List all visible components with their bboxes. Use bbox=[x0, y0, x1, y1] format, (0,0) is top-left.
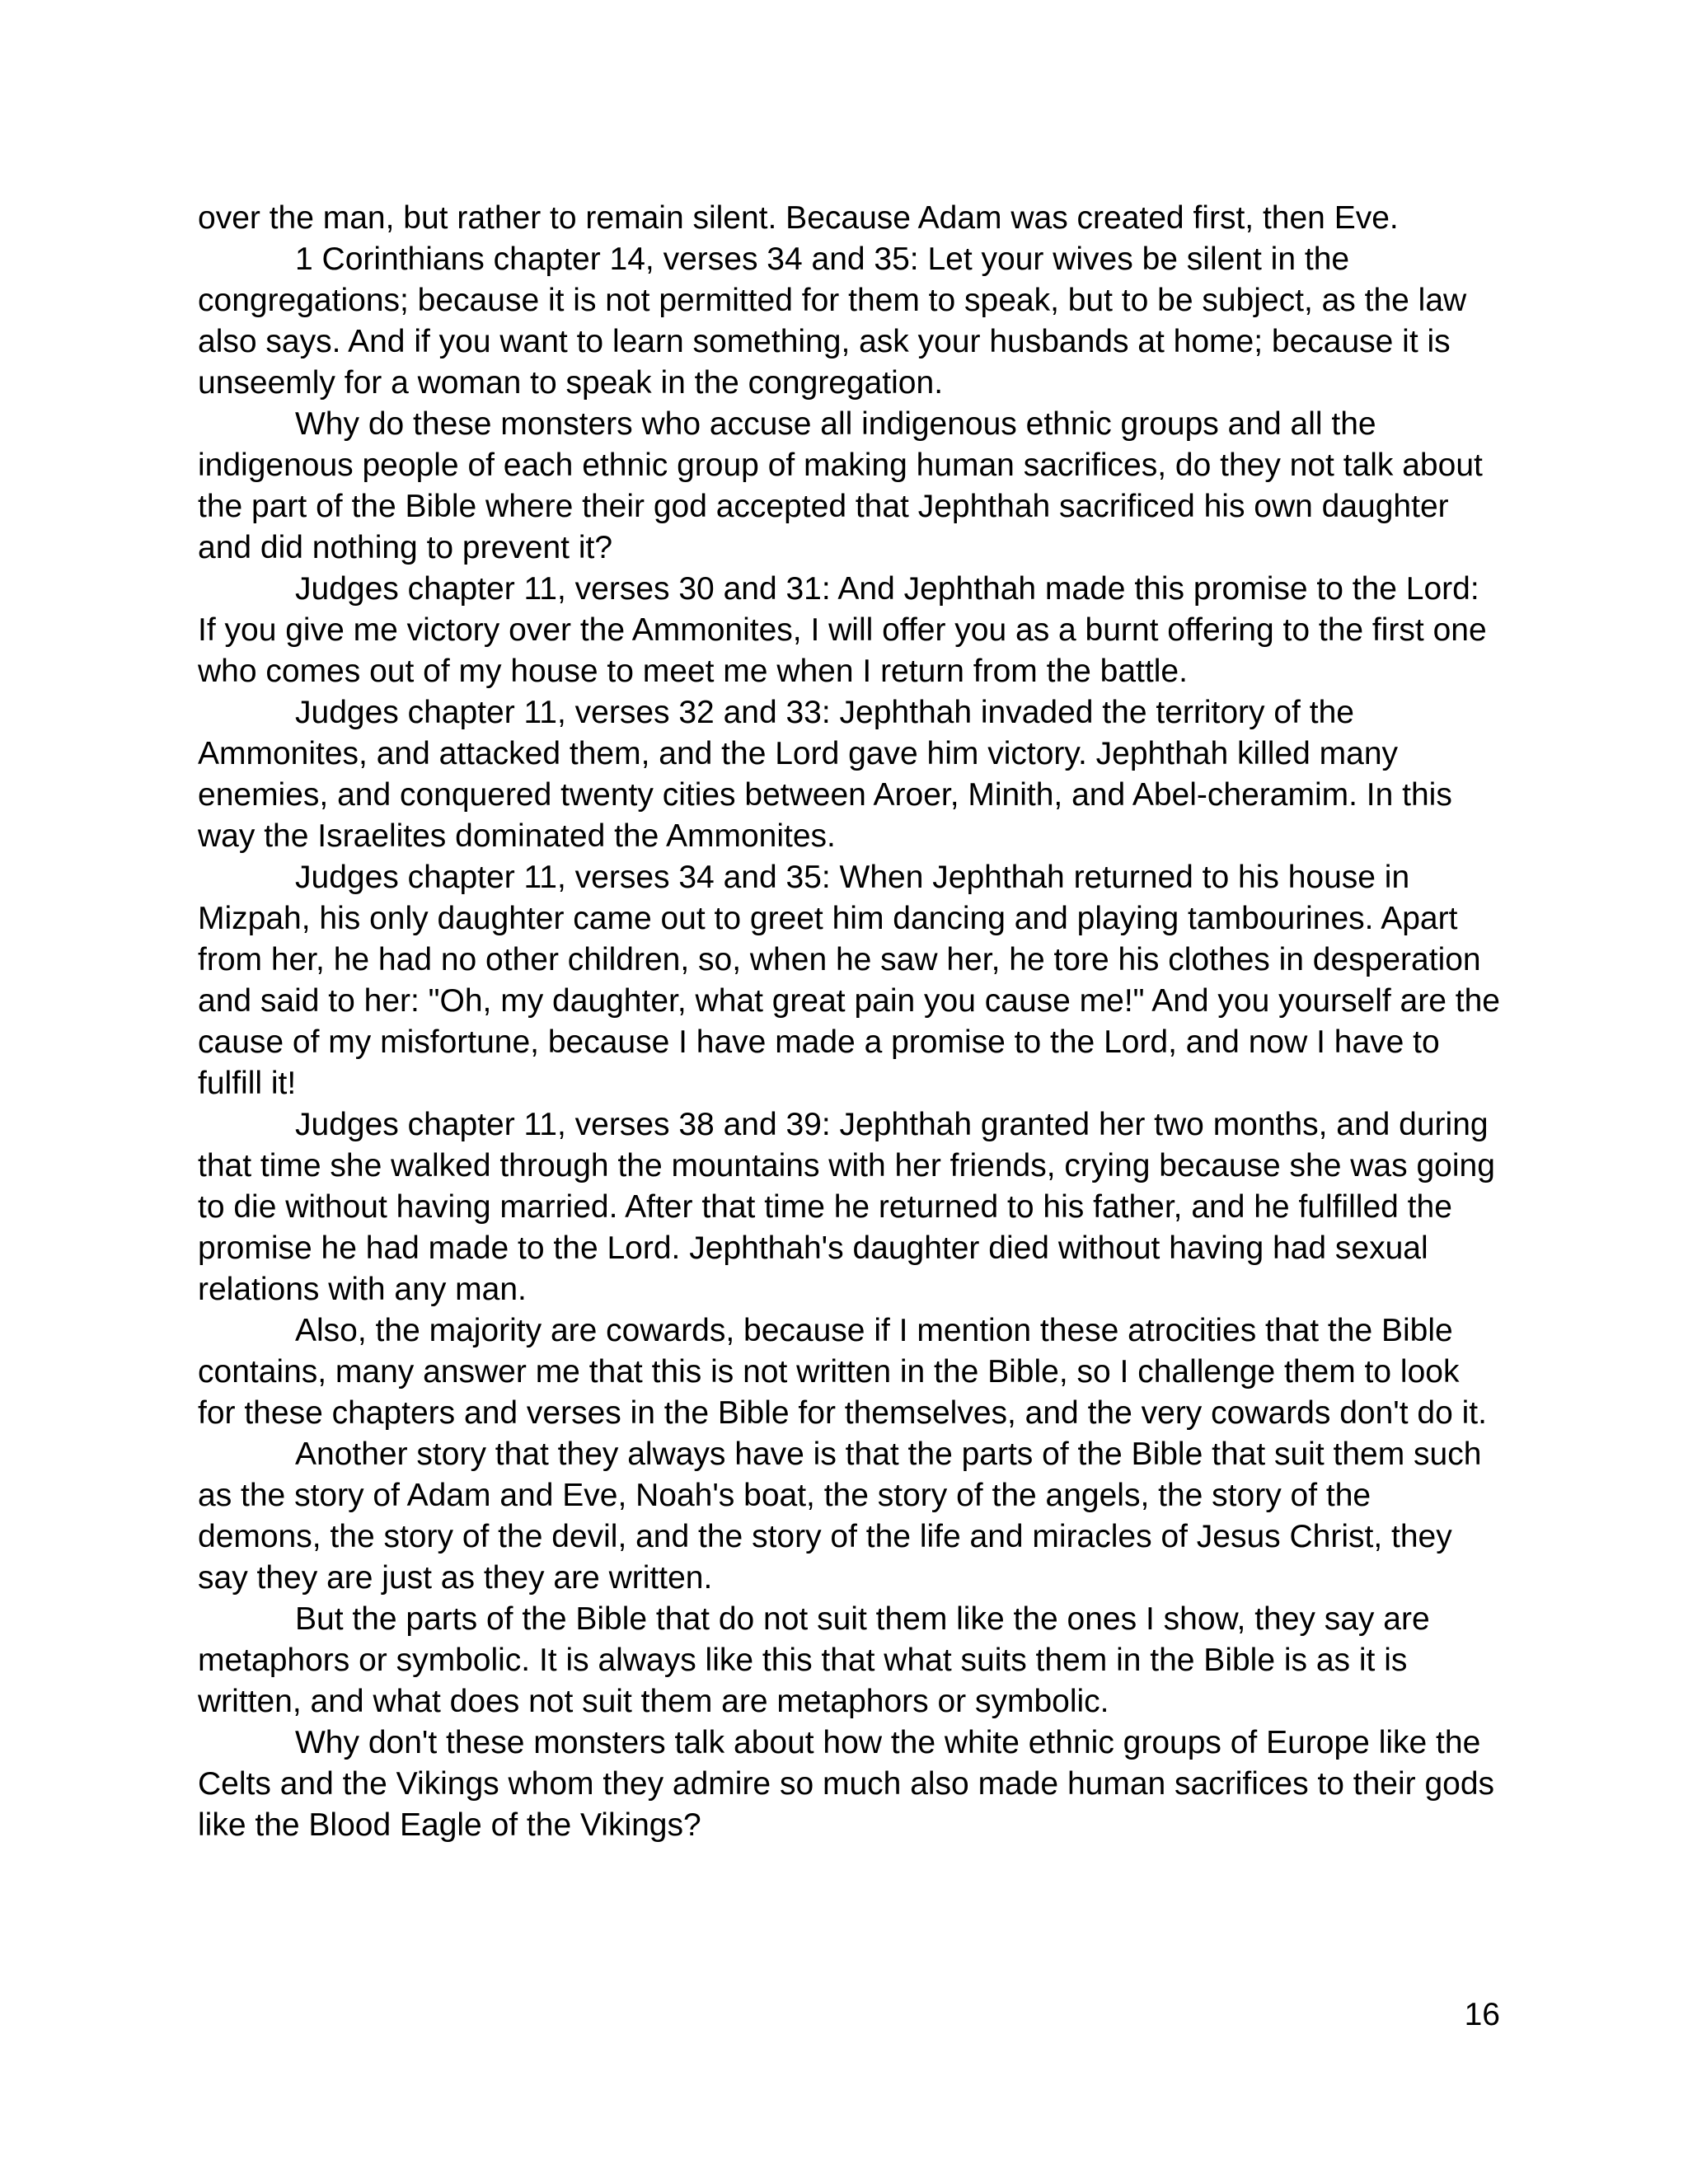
paragraph: Why do these monsters who accuse all indigenous ethnic groups and all the indigenous people of each ethnic group of making human sacrifices, do they not talk about the part of the Bible where their god accepted that Jephthah sacrificed his own daughter and did nothing to prevent it? bbox=[198, 406, 1483, 565]
paragraph: Judges chapter 11, verses 34 and 35: When Jephthah returned to his house in Mizpah, his only daughter came out to greet him dancing and playing tambourines. Apart from her, he had no other children, so, when he saw her, he tore his clothes in desperation and said to her: "Oh, my daughter, what great pain you cause me!" And you yourself are the cause of my misfortune, because I have made a promise to the Lord, and now I have to fulfill it! bbox=[198, 860, 1500, 1101]
page-number: 16 bbox=[1464, 1997, 1500, 2032]
paragraph: 1 Corinthians chapter 14, verses 34 and 35: Let your wives be silent in the congregations; because it is not permitted for them to speak, but to be subject, as the law also says. And if you want to learn something, ask your husbands at home; because it is unseemly for a woman to speak in the congregation. bbox=[198, 241, 1467, 401]
paragraph: Judges chapter 11, verses 30 and 31: And Jephthah made this promise to the Lord: If you give me victory over the Ammonites, I will offer you as a burnt offering to the first one who comes out of my house to meet me when I return from the battle. bbox=[198, 571, 1487, 689]
paragraph: But the parts of the Bible that do not suit them like the ones I show, they say are metaphors or symbolic. It is always like this that what suits them in the Bible is as it is written, and what does not suit them are metaphors or symbolic. bbox=[198, 1601, 1430, 1719]
paragraph: Why don't these monsters talk about how the white ethnic groups of Europe like the Celts and the Vikings whom they admire so much also made human sacrifices to their gods like the Blood Eagle of the Vikings? bbox=[198, 1725, 1495, 1843]
paragraph: Also, the majority are cowards, because if I mention these atrocities that the Bible contains, many answer me that this is not written in the Bible, so I challenge them to look for these chapters and verses in the Bible for themselves, and the very cowards don't do it. bbox=[198, 1313, 1487, 1431]
paragraph: over the man, but rather to remain silent. Because Adam was created first, then Eve. bbox=[198, 200, 1399, 236]
paragraph: Judges chapter 11, verses 32 and 33: Jephthah invaded the territory of the Ammonites, and attacked them, and the Lord gave him victory. Jephthah killed many enemies, and conquered twenty cities between Aroer, Minith, and Abel-cheramim. In this way the Israelites dominated the Ammonites. bbox=[198, 695, 1452, 854]
paragraph: Another story that they always have is that the parts of the Bible that suit them such as the story of Adam and Eve, Noah's boat, the story of the angels, the story of the demons, the story of the devil, and the story of the life and miracles of Jesus Christ, they say they are just as they are written. bbox=[198, 1436, 1482, 1596]
paragraph: Judges chapter 11, verses 38 and 39: Jephthah granted her two months, and during that time she walked through the mountains with her friends, crying because she was going to die without having married. After that time he returned to his father, and he fulfilled the promise he had made to the Lord. Jephthah's daughter died without having had sexual relations with any man. bbox=[198, 1107, 1495, 1307]
body-text bbox=[198, 198, 1500, 1846]
